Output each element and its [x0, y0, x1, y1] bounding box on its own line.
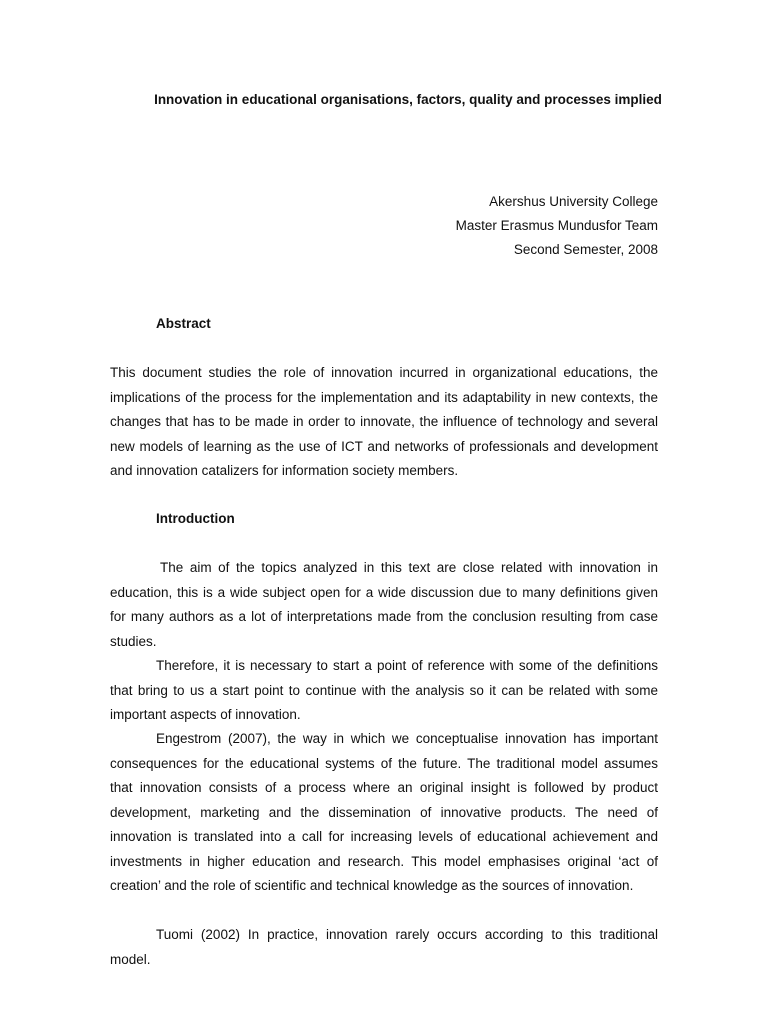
- abstract-heading: Abstract: [156, 316, 211, 331]
- semester-label: Second Semester, 2008: [513, 242, 658, 257]
- team-name: Master Erasmus Mundusfor Team: [455, 218, 658, 233]
- intro-paragraph-4: Tuomi (2002) In practice, innovation rarely occurs according to this traditional model.: [110, 927, 658, 967]
- intro-paragraph-3: Engestrom (2007), the way in which we conceptualise innovation has important consequences for the educational systems of the future. The traditional model assumes that innovation consists of a process where an original insight is followed by product development, marketing and the dissemination of innovative products. The need of innovation is translated into a call for increasing levels of educational achievement and investments in higher education and research. This model emphasises original ‘act of creation’ and the role of scientific and technical knowledge as the sources of innovation.: [110, 731, 658, 893]
- introduction-heading: Introduction: [156, 511, 235, 526]
- document-title: Innovation in educational organisations, factors, quality and processes implied: [154, 92, 662, 107]
- institution-name: Akershus University College: [489, 194, 658, 209]
- abstract-text: This document studies the role of innovation incurred in organizational educations, the implications of the process for the implementation and its adaptability in new contexts, the changes that has to be made in order to innovate, the influence of technology and several new models of learning as the use of ICT and networks of professionals and development and innovation catalizers for information society members.: [110, 365, 658, 478]
- intro-paragraph-2: Therefore, it is necessary to start a point of reference with some of the definitions that bring to us a start point to continue with the analysis so it can be related with some important aspects of innovation.: [110, 658, 658, 722]
- intro-paragraph-1: The aim of the topics analyzed in this text are close related with innovation in education, this is a wide subject open for a wide discussion due to many definitions given for many authors as a lot of interpretations made from the conclusion resulting from case studies.: [110, 560, 658, 649]
